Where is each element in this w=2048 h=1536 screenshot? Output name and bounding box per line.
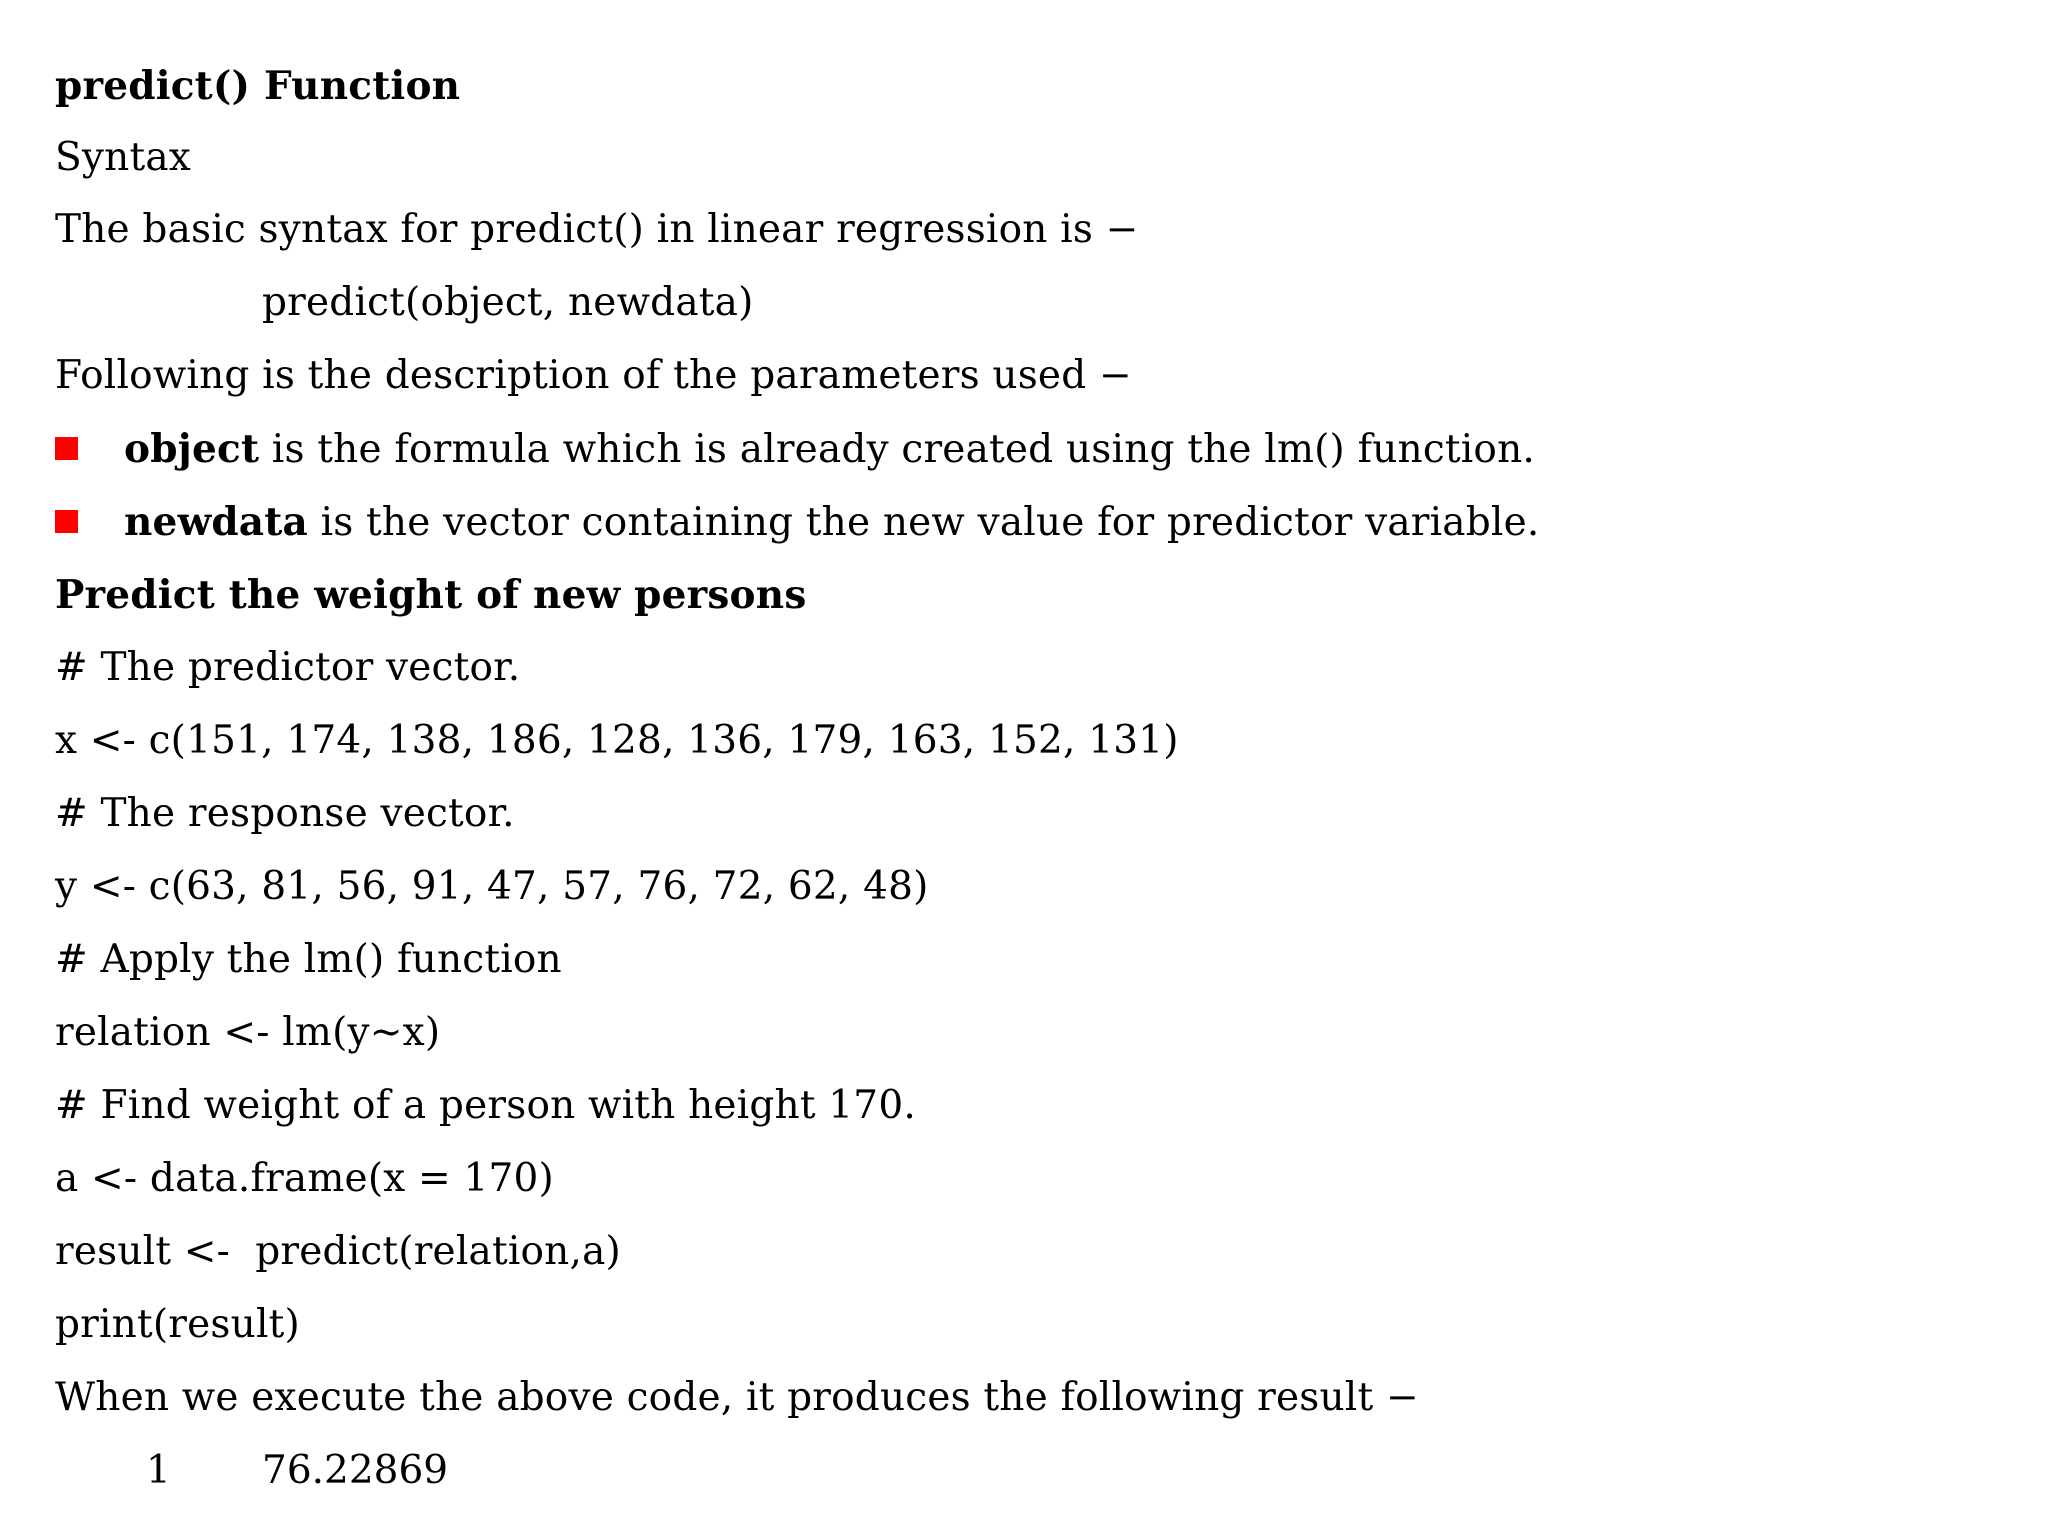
code-line: # The response vector. bbox=[55, 791, 515, 836]
bullet-square-icon bbox=[55, 437, 78, 460]
code-line: result <- predict(relation,a) bbox=[55, 1229, 621, 1274]
code-line: # The predictor vector. bbox=[55, 645, 521, 690]
code-line: # Apply the lm() function bbox=[55, 937, 562, 982]
code-line: relation <- lm(y~x) bbox=[55, 1010, 441, 1055]
bullet-square-icon bbox=[55, 510, 78, 533]
section-subheading: Predict the weight of new persons bbox=[55, 572, 807, 618]
syntax-code: predict(object, newdata) bbox=[262, 280, 754, 325]
code-line: print(result) bbox=[55, 1302, 300, 1347]
result-value: 76.22869 bbox=[262, 1448, 449, 1493]
result-intro: When we execute the above code, it produces the following result − bbox=[55, 1375, 1419, 1420]
param-item-object bbox=[55, 425, 1535, 474]
param-item-newdata bbox=[55, 498, 1539, 547]
param-description: is the formula which is already created using the lm() function. bbox=[259, 427, 1536, 472]
code-line: a <- data.frame(x = 170) bbox=[55, 1156, 554, 1201]
param-term: object bbox=[124, 426, 260, 472]
param-term: newdata bbox=[124, 499, 308, 545]
code-line: y <- c(63, 81, 56, 91, 47, 57, 76, 72, 62, 48) bbox=[55, 864, 929, 909]
syntax-intro: The basic syntax for predict() in linear regression is − bbox=[55, 207, 1139, 252]
syntax-label: Syntax bbox=[55, 135, 191, 180]
result-index: 1 bbox=[146, 1448, 171, 1493]
params-intro: Following is the description of the parameters used − bbox=[55, 353, 1132, 398]
page-heading: predict() Function bbox=[55, 63, 461, 109]
code-line: x <- c(151, 174, 138, 186, 128, 136, 179, 163, 152, 131) bbox=[55, 718, 1179, 763]
param-description: is the vector containing the new value for predictor variable. bbox=[307, 500, 1540, 545]
code-line: # Find weight of a person with height 170. bbox=[55, 1083, 916, 1128]
